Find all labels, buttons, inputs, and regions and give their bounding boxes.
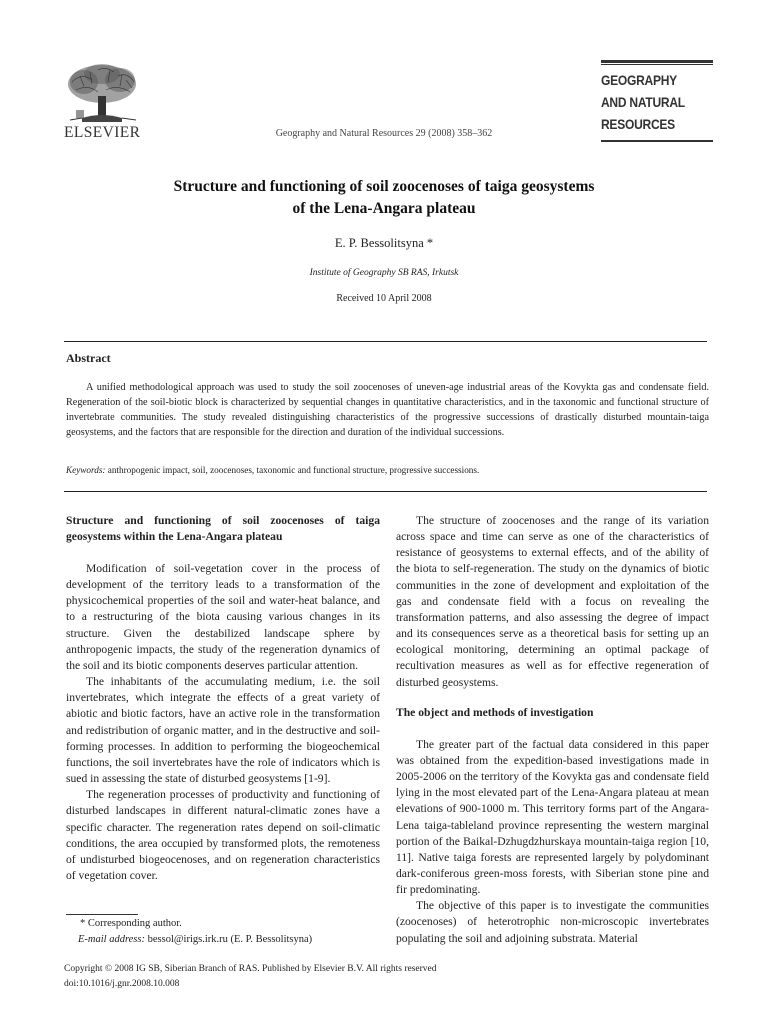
section-heading-methods: The object and methods of investigation bbox=[396, 705, 594, 719]
keywords-text: anthropogenic impact, soil, zoocenoses, taxonomic and functional structure, progressive successions. bbox=[105, 465, 480, 475]
brand-line-3: RESOURCES bbox=[601, 116, 675, 132]
abstract-bottom-rule bbox=[64, 491, 707, 492]
paragraph: The regeneration processes of productivity and functioning of disturbed landscapes in different natural-climatic zones have a specific character. The regeneration rates depend on soil-climatic conditions, the area occupied by transformed plots, the remoteness of undisturbed biogeocenoses, and on regeneration characteristics of vegetation cover. bbox=[66, 788, 380, 882]
email-note bbox=[78, 934, 312, 945]
brand-rule-thin bbox=[601, 64, 713, 65]
paragraph: The greater part of the factual data considered in this paper was obtained from the expedition-based investigations made in 2005-2006 on the territory of the Kovykta gas and condensate field lying in the most elevated part of the Lena-Angara plateau at mean elevations of 900-1000 m. This territory forms part of the Angara-Lena taiga-tableland province representing the western marginal portion of the Baikal-Dzhugdzhurskaya mountain-taiga region [10, 11]. Native taiga forests are represented largely by polydominant dark-coniferous green-moss forests, with Siberian stone pine and fir predominating. bbox=[396, 737, 709, 897]
elsevier-tree-logo bbox=[62, 62, 142, 124]
brand-rule-bottom bbox=[601, 140, 713, 142]
article-title bbox=[80, 176, 688, 220]
brand-line-2: AND NATURAL bbox=[601, 94, 685, 110]
right-column bbox=[396, 513, 709, 947]
affiliation: Institute of Geography SB RAS, Irkutsk bbox=[309, 268, 459, 278]
brand-rule-top bbox=[601, 60, 713, 63]
paragraph: The objective of this paper is to investigate the communities (zoocenoses) of heterotrophic non-microscopic invertebrates populating the soil and adjoining substrata. Material bbox=[396, 899, 709, 945]
brand-line-1: GEOGRAPHY bbox=[601, 72, 677, 88]
email-address[interactable]: bessol@irigs.irk.ru (E. P. Bessolitsyna) bbox=[144, 934, 313, 945]
paragraph: Modification of soil-vegetation cover in the process of development of the territory leads to a transformation of the physicochemical properties of the soil and water-heat balance, and to a restructuring of the biota causing various changes in its structure. Given the destabilized landscape sphere by anthropogenic impacts, the study of the regeneration dynamics of the soil and its biotic components deserves particular attention. bbox=[66, 562, 380, 672]
title-line-1: Structure and functioning of soil zoocenoses of taiga geosystems bbox=[173, 178, 595, 195]
footnote-rule bbox=[66, 914, 138, 915]
corresponding-author-note: * Corresponding author. bbox=[80, 918, 182, 929]
journal-brand bbox=[601, 60, 713, 142]
abstract-top-rule bbox=[64, 341, 707, 342]
section-heading-structure: Structure and functioning of soil zoocenoses of taiga geosystems within the Lena-Angara plateau bbox=[66, 514, 380, 543]
abstract-text: A unified methodological approach was used to study the soil zoocenoses of uneven-age industrial areas of the Kovykta gas and condensate field. Regeneration of the soil-biotic block is characterized by sequential changes in quantitative characteristics, and in the taxonomic and functional structure of invertebrate communities. The study revealed distinguishing characteristics of the progressive successions of drastically disturbed mountain-taiga geosystems, and the factors that are responsible for the direction and duration of the individual successions. bbox=[66, 382, 709, 438]
email-label: E-mail address: bbox=[78, 934, 145, 945]
title-line-2: of the Lena-Angara plateau bbox=[292, 200, 476, 217]
received-date: Received 10 April 2008 bbox=[336, 293, 432, 304]
keywords-label: Keywords: bbox=[66, 465, 106, 475]
paragraph: The inhabitants of the accumulating medium, i.e. the soil invertebrates, which integrate the effects of a great variety of abiotic and biotic factors, have an active role in the transformation and redistribution of organic matter, and in the destructive and soil-forming processes. In addition to performing the biogeochemical functions, the soil invertebrates have the role of indicators which is sued in assessing the state of disturbed geosystems [1-9]. bbox=[66, 675, 380, 786]
copyright-footer bbox=[64, 962, 437, 992]
abstract-heading: Abstract bbox=[66, 351, 111, 365]
author: E. P. Bessolitsyna * bbox=[334, 236, 434, 250]
keywords bbox=[66, 465, 709, 475]
paragraph: The structure of zoocenoses and the range of its variation across space and time can serve as one of the characteristics of resistance of geosystems to external effects, and of the ability of the biota to self-regeneration. The study on the dynamics of biotic communities in the zone of development and exploitation of the gas and condensate field with a focus on revealing the transformation patterns, and also assessing the degree of impact and its consequences serve as a theoretical basis for setting up an ecological monitoring, determining an optimal package of recultivation measures as well as for effective regeneration of disturbed geosystems. bbox=[396, 514, 709, 689]
left-column bbox=[66, 513, 380, 884]
publisher-name: ELSEVIER bbox=[64, 124, 141, 141]
journal-citation: Geography and Natural Resources 29 (2008) 358–362 bbox=[275, 128, 493, 139]
doi-text[interactable]: doi:10.1016/j.gnr.2008.10.008 bbox=[64, 979, 180, 989]
copyright-text: Copyright © 2008 IG SB, Siberian Branch of RAS. Published by Elsevier B.V. All rights reserved bbox=[64, 964, 437, 974]
